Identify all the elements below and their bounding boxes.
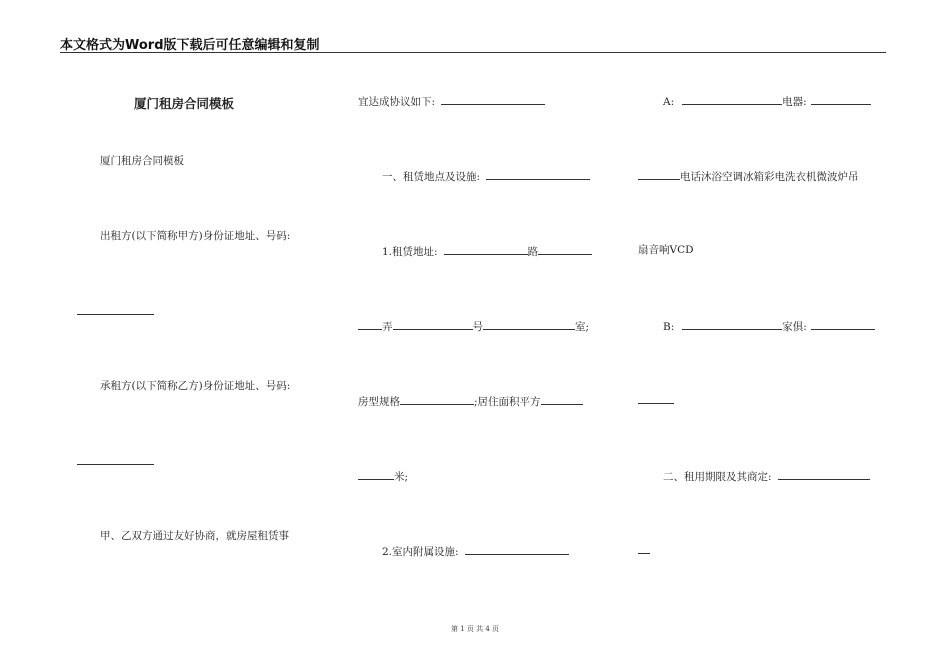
blank-line (358, 319, 382, 330)
road-label: 路 (527, 246, 539, 258)
blank-line (538, 244, 592, 255)
appliance-list-cont: 扇音响VCD (638, 244, 694, 256)
blank-line (441, 94, 545, 105)
clause-intro (358, 94, 545, 108)
paragraph-lessee: 承租方(以下简称乙方)身份证地址、号码: (100, 380, 291, 392)
section-location-text: 一、租赁地点及设施: (382, 171, 481, 183)
blank-line (483, 319, 575, 330)
header-rule (60, 52, 886, 53)
paragraph-title-repeat: 厦门租房合同模板 (100, 155, 184, 167)
blank-line (444, 244, 528, 255)
section-location (382, 169, 590, 183)
blank-line (393, 319, 473, 330)
blank-line (400, 394, 474, 405)
item-a-label: A: (663, 96, 675, 108)
room-spec (358, 394, 583, 408)
appliance-label: 电器: (782, 96, 807, 108)
appliance-list-text: 电话沐浴空调冰箱彩电洗衣机微波炉吊 (680, 171, 859, 183)
blank-line (638, 169, 680, 180)
blank-line (811, 319, 875, 330)
rent-address-label: 1.租赁地址: (382, 246, 438, 258)
furniture-label: 家俱: (782, 321, 807, 333)
blank-line-lessor (77, 314, 154, 315)
lane-label: 弄 (382, 321, 393, 333)
facilities (382, 544, 569, 558)
blank-line (682, 319, 782, 330)
document-header: 本文格式为Word版下载后可任意编辑和复制 (60, 38, 320, 53)
blank-line-furniture (638, 403, 674, 404)
page-number: 第 1 页 共 4 页 (450, 625, 500, 633)
item-b-label: B: (663, 321, 675, 333)
blank-line (778, 469, 870, 480)
item-a (663, 94, 871, 108)
address-detail (358, 319, 589, 333)
facilities-label: 2.室内附属设施: (382, 546, 459, 558)
blank-line (541, 394, 583, 405)
living-area-label: ;居住面积平方 (474, 396, 541, 408)
blank-line (486, 169, 590, 180)
blank-line-lessee (77, 464, 154, 465)
rent-address (382, 244, 592, 258)
blank-line (358, 469, 394, 480)
blank-line (811, 94, 871, 105)
appliance-list (638, 169, 859, 183)
blank-line-term (638, 553, 650, 554)
number-label: 号 (472, 321, 483, 333)
blank-line (465, 544, 569, 555)
item-b (663, 319, 875, 333)
blank-line (682, 94, 782, 105)
document-title: 厦门租房合同模板 (134, 96, 235, 111)
section-term (663, 469, 870, 483)
paragraph-lessor: 出租方(以下简称甲方)身份证地址、号码: (100, 230, 291, 242)
paragraph-agreement: 甲、乙双方通过友好协商，就房屋租赁事 (100, 530, 289, 542)
meter-label: 米; (394, 471, 409, 483)
room-label: 室; (575, 321, 590, 333)
section-term-text: 二、租用期限及其商定: (663, 471, 772, 483)
clause-intro-text: 宜达成协议如下: (358, 96, 436, 108)
room-type-label: 房型规格 (358, 396, 400, 408)
area-unit (358, 469, 408, 483)
